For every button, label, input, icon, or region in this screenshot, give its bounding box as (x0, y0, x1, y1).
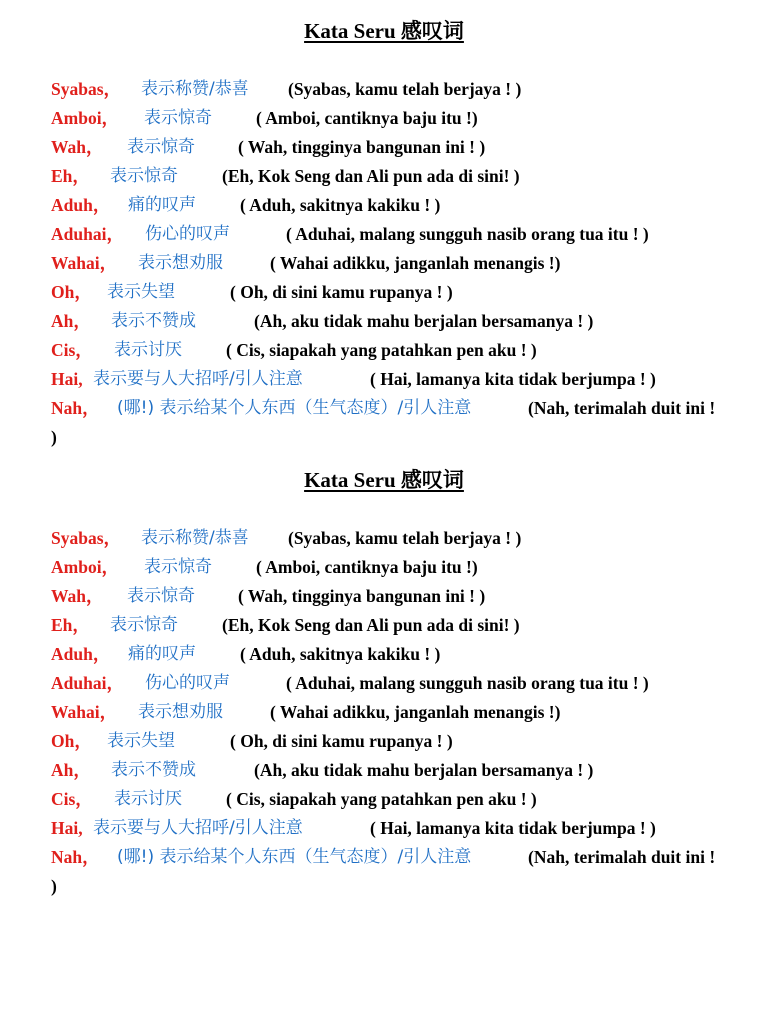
interjection-entry (51, 669, 748, 698)
interjection-meaning: 表示想劝服 (138, 253, 223, 273)
interjection-word: Cis， (51, 340, 93, 360)
interjection-example: ( Aduhai, malang sungguh nasib orang tua itu ! ) (286, 224, 649, 244)
interjection-word: Syabas， (51, 79, 122, 99)
interjection-entry (51, 365, 748, 394)
interjection-word: Hai, (51, 818, 83, 838)
interjection-example: ( Aduhai, malang sungguh nasib orang tua itu ! ) (286, 673, 649, 693)
interjection-entry (51, 727, 748, 756)
interjection-meaning: 表示惊奇 (127, 586, 195, 606)
section-title-text: Kata Seru 感叹词 (304, 468, 464, 492)
interjection-word: Nah， (51, 847, 100, 867)
interjection-entry (51, 843, 748, 872)
interjection-word: Aduhai， (51, 673, 124, 693)
interjection-example: ( Cis, siapakah yang patahkan pen aku ! ) (226, 789, 537, 809)
interjection-example: ( Aduh, sakitnya kakiku ! ) (240, 644, 441, 664)
interjection-meaning: 表示失望 (107, 282, 175, 302)
interjection-entry (51, 524, 748, 553)
interjection-entry (51, 75, 748, 104)
interjection-meaning: 表示称赞/恭喜 (141, 79, 249, 99)
interjection-example: ( Wah, tingginya bangunan ini ! ) (238, 586, 486, 606)
interjection-entry (51, 611, 748, 640)
interjection-word: Wah， (51, 137, 104, 157)
interjection-word: Amboi， (51, 557, 120, 577)
interjection-example: ( Amboi, cantiknya baju itu !) (256, 108, 478, 128)
interjection-meaning: 表示惊奇 (144, 557, 212, 577)
interjection-meaning: 表示讨厌 (114, 789, 182, 809)
interjection-word: Aduh， (51, 195, 111, 215)
interjection-entry (51, 814, 748, 843)
interjection-entry (51, 756, 748, 785)
interjection-meaning: 表示不赞成 (111, 760, 196, 780)
interjection-word: Eh， (51, 615, 90, 635)
interjection-word: Wahai， (51, 253, 118, 273)
interjection-entry (51, 278, 748, 307)
section-title (0, 18, 768, 44)
interjection-example: (Ah, aku tidak mahu berjalan bersamanya ! ) (254, 311, 594, 331)
interjection-meaning: 伤心的叹声 (145, 224, 230, 244)
interjection-meaning: (哪!) 表示给某个人东西（生气态度）/引人注意 (117, 847, 472, 867)
interjection-entry (51, 133, 748, 162)
interjection-example: ( Wahai adikku, janganlah menangis !) (270, 253, 561, 273)
interjection-entry (51, 336, 748, 365)
interjection-entry (51, 582, 748, 611)
interjection-word: Ah， (51, 311, 91, 331)
interjection-word: Oh， (51, 731, 92, 751)
interjection-meaning: 表示惊奇 (110, 615, 178, 635)
interjection-entry (51, 104, 748, 133)
interjection-entry (51, 640, 748, 669)
interjection-word: Syabas， (51, 528, 122, 548)
interjection-example: ( Hai, lamanya kita tidak berjumpa ! ) (370, 818, 656, 838)
interjection-example: ( Hai, lamanya kita tidak berjumpa ! ) (370, 369, 656, 389)
interjection-meaning: 痛的叹声 (128, 195, 196, 215)
interjection-word: Aduhai， (51, 224, 124, 244)
interjection-meaning: 表示不赞成 (111, 311, 196, 331)
interjection-word: Hai, (51, 369, 83, 389)
interjection-example: ( Wahai adikku, janganlah menangis !) (270, 702, 561, 722)
interjection-example: (Nah, terimalah duit ini ! (528, 398, 716, 418)
interjection-meaning: 痛的叹声 (128, 644, 196, 664)
interjection-example: (Nah, terimalah duit ini ! (528, 847, 716, 867)
interjection-entry (51, 394, 748, 423)
interjection-example: (Ah, aku tidak mahu berjalan bersamanya ! ) (254, 760, 594, 780)
interjection-example: ( Oh, di sini kamu rupanya ! ) (230, 282, 453, 302)
interjection-word: Oh， (51, 282, 92, 302)
section-title-text: Kata Seru 感叹词 (304, 19, 464, 43)
interjection-meaning: (哪!) 表示给某个人东西（生气态度）/引人注意 (117, 398, 472, 418)
interjection-word: Wahai， (51, 702, 118, 722)
interjection-word: Cis， (51, 789, 93, 809)
interjection-meaning: 表示称赞/恭喜 (141, 528, 249, 548)
interjection-example: ( Cis, siapakah yang patahkan pen aku ! ) (226, 340, 537, 360)
interjection-meaning: 表示惊奇 (144, 108, 212, 128)
interjection-meaning: 表示要与人大招呼/引人注意 (93, 818, 303, 838)
interjection-word: Wah， (51, 586, 104, 606)
interjection-meaning: 表示失望 (107, 731, 175, 751)
interjection-word: Nah， (51, 398, 100, 418)
interjection-example: (Eh, Kok Seng dan Ali pun ada di sini! ) (222, 615, 520, 635)
interjection-meaning: 表示惊奇 (127, 137, 195, 157)
interjection-example: ( Aduh, sakitnya kakiku ! ) (240, 195, 441, 215)
interjection-example-continued: ) (51, 427, 57, 447)
section-title (0, 467, 768, 493)
interjection-meaning: 伤心的叹声 (145, 673, 230, 693)
interjection-meaning: 表示要与人大招呼/引人注意 (93, 369, 303, 389)
interjection-word: Aduh， (51, 644, 111, 664)
interjection-entry (51, 220, 748, 249)
interjection-example: (Syabas, kamu telah berjaya ! ) (288, 79, 522, 99)
interjection-entry (51, 307, 748, 336)
interjection-meaning: 表示想劝服 (138, 702, 223, 722)
interjection-example-continued: ) (51, 876, 57, 896)
interjection-word: Amboi， (51, 108, 120, 128)
interjection-entry (51, 249, 748, 278)
interjection-example: (Syabas, kamu telah berjaya ! ) (288, 528, 522, 548)
interjection-meaning: 表示讨厌 (114, 340, 182, 360)
interjection-entry (51, 698, 748, 727)
interjection-word: Eh， (51, 166, 90, 186)
interjection-example: ( Wah, tingginya bangunan ini ! ) (238, 137, 486, 157)
interjection-example: ( Oh, di sini kamu rupanya ! ) (230, 731, 453, 751)
interjection-entry (51, 162, 748, 191)
interjection-meaning: 表示惊奇 (110, 166, 178, 186)
interjection-example: (Eh, Kok Seng dan Ali pun ada di sini! ) (222, 166, 520, 186)
interjection-entry (51, 191, 748, 220)
interjection-word: Ah， (51, 760, 91, 780)
interjection-example: ( Amboi, cantiknya baju itu !) (256, 557, 478, 577)
interjection-entry (51, 553, 748, 582)
interjection-entry (51, 785, 748, 814)
